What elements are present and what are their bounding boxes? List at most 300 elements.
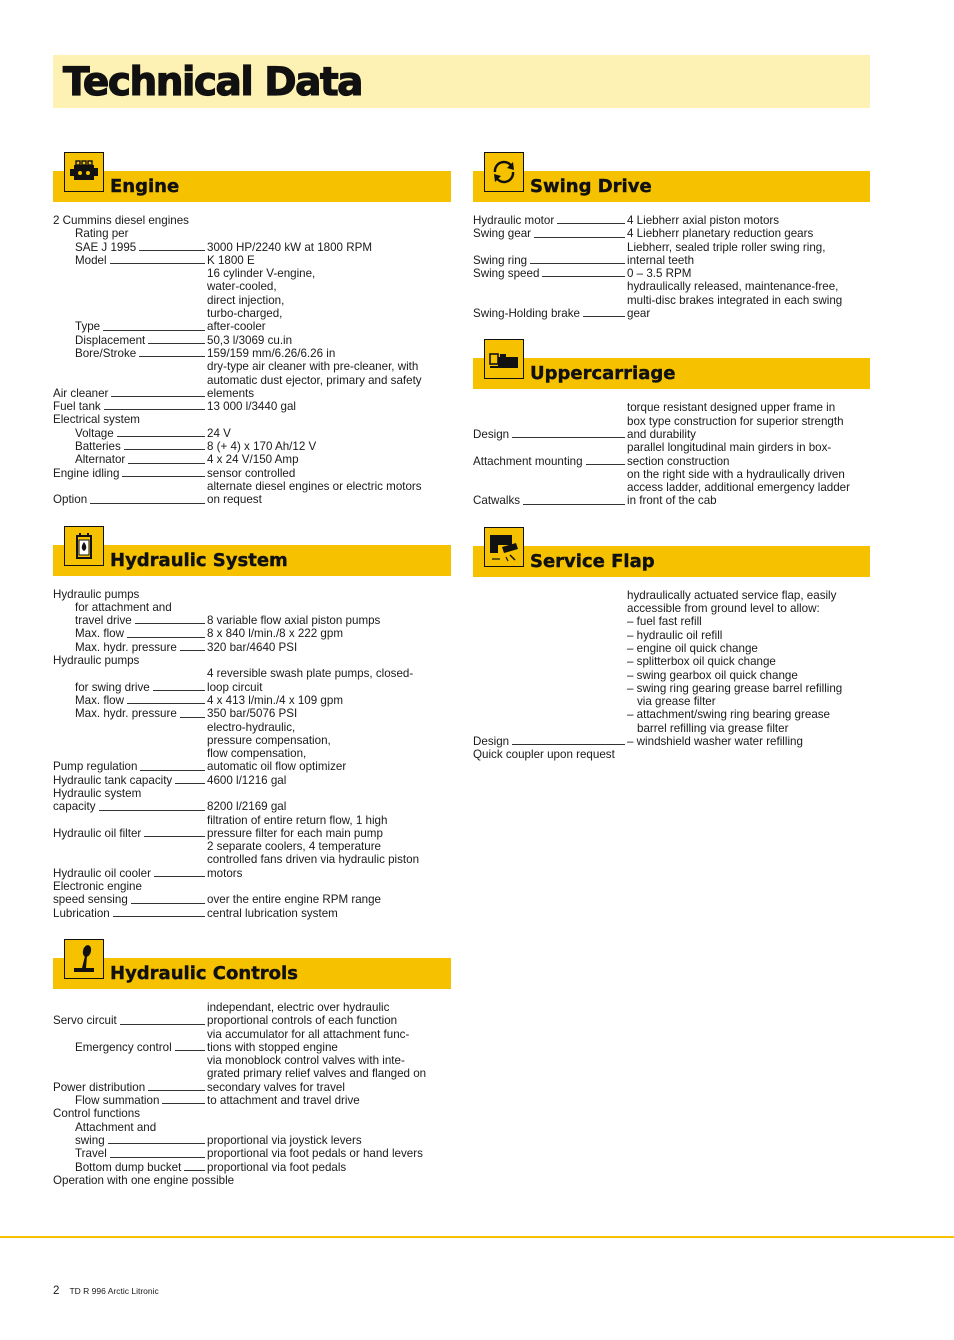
leader-line: [103, 330, 205, 331]
spec-label: [473, 227, 627, 240]
spec-label: [53, 1161, 207, 1174]
spec-row: [53, 614, 451, 627]
section-body: [473, 382, 870, 507]
spec-label: [53, 614, 207, 627]
spec-label: [473, 589, 627, 749]
spec-value-line: 350 bar/5076 PSI: [207, 707, 298, 721]
spec-value-line: – swing ring gearing grease barrel refilling: [627, 681, 843, 695]
hydraulic-tank-icon: [64, 526, 104, 566]
leader-line: [530, 263, 625, 264]
spec-label: [53, 467, 207, 480]
spec-label: [53, 907, 207, 920]
spec-value-line: direct injection,: [207, 293, 285, 307]
spec-value: [207, 721, 451, 774]
spec-label: [473, 401, 627, 441]
spec-heading: Quick coupler upon request: [473, 748, 615, 762]
spec-label: [53, 1028, 207, 1055]
spec-label-text: Bottom dump bucket: [75, 1160, 182, 1174]
page-number: 2: [53, 1285, 60, 1297]
section-body: [473, 195, 870, 320]
spec-label: [53, 267, 207, 333]
spec-row: [473, 589, 870, 749]
spec-label-text: Max. flow: [75, 693, 124, 707]
spec-row: [53, 707, 451, 720]
spec-value-line: 8 (+ 4) x 170 Ah/12 V: [207, 440, 317, 454]
spec-value: [207, 800, 451, 813]
spec-value-line: via monoblock control valves with inte-: [207, 1054, 405, 1068]
spec-row: [53, 1054, 451, 1094]
spec-value-line: via accumulator for all attachment func-: [207, 1027, 410, 1041]
spec-value-line: 8200 l/2169 gal: [207, 800, 287, 814]
spec-value-line: 320 bar/4640 PSI: [207, 640, 298, 654]
spec-label-text: Bore/Stroke: [75, 346, 137, 360]
spec-value: [207, 1001, 451, 1028]
spec-label-text: Max. flow: [75, 627, 124, 641]
leader-line: [583, 316, 625, 317]
spec-label-text: Pump regulation: [53, 760, 138, 774]
spec-label: [53, 800, 207, 813]
spec-label-text: Max. hydr. pressure: [75, 707, 177, 721]
leader-line: [104, 409, 205, 410]
spec-value-line: gear: [627, 307, 651, 321]
spec-row: [53, 840, 451, 880]
spec-value-line: sensor controlled: [207, 466, 296, 480]
spec-value-line: dry-type air cleaner with pre-cleaner, with: [207, 360, 419, 374]
spec-value-line: tions with stopped engine: [207, 1040, 338, 1054]
spec-value-line: proportional via foot pedals: [207, 1160, 347, 1174]
spec-value: [207, 627, 451, 640]
spec-value: [207, 254, 451, 267]
leader-line: [108, 1143, 205, 1144]
section-title: Service Flap: [530, 550, 655, 572]
spec-label-text: Hydraulic oil filter: [53, 826, 142, 840]
section-header: [53, 152, 451, 197]
spec-label: [53, 400, 207, 413]
leader-line: [122, 476, 205, 477]
spec-value: [207, 347, 451, 360]
spec-value: [207, 1147, 451, 1160]
spec-label: [473, 468, 627, 508]
spec-label: [53, 1094, 207, 1107]
spec-label: [53, 480, 207, 507]
section-header: [53, 526, 451, 571]
spec-row: [53, 814, 451, 841]
spec-label: [473, 280, 627, 320]
spec-value-line: 8 variable flow axial piston pumps: [207, 614, 381, 628]
spec-value-line: filtration of entire return flow, 1 high: [207, 813, 388, 827]
spec-row: [53, 467, 451, 480]
spec-label-text: Catwalks: [473, 494, 521, 508]
spec-label-text: Travel: [75, 1147, 107, 1161]
spec-value: [207, 241, 451, 254]
spec-row: [53, 893, 451, 906]
leader-line: [557, 223, 625, 224]
section-uppercarriage: [473, 339, 870, 507]
leader-line: [148, 1090, 205, 1091]
spec-value: [207, 1028, 451, 1055]
spec-label: [53, 427, 207, 440]
spec-label-text: Alternator: [75, 453, 126, 467]
spec-value-line: hydraulically actuated service flap, easily: [627, 588, 837, 602]
spec-value-line: 0 – 3.5 RPM: [627, 267, 692, 281]
spec-value: [207, 467, 451, 480]
spec-value: [207, 360, 451, 400]
leader-line: [175, 1050, 205, 1051]
section-title: Hydraulic Controls: [110, 962, 298, 984]
spec-value-line: Liebherr, sealed triple roller swing ring,: [627, 240, 826, 254]
spec-row: [53, 1161, 451, 1174]
section-body: [53, 982, 451, 1187]
leader-line: [117, 436, 205, 437]
spec-value-line: multi-disc brakes integrated in each swing: [627, 293, 843, 307]
leader-line: [175, 783, 205, 784]
spec-value: [207, 641, 451, 654]
spec-heading: Hydraulic pumps: [53, 654, 140, 668]
spec-value: [627, 267, 870, 280]
leader-line: [140, 770, 205, 771]
spec-value-line: turbo-charged,: [207, 307, 283, 321]
spec-row: [53, 1134, 451, 1147]
swing-arrows-icon: [484, 152, 524, 192]
service-flap-icon: [484, 527, 524, 567]
footer-divider: [0, 1236, 954, 1238]
page-title: Technical Data: [63, 60, 362, 105]
spec-label-text: Air cleaner: [53, 386, 109, 400]
document-name: TD R 996 Arctic Litronic: [69, 1286, 159, 1296]
section-title: Hydraulic System: [110, 549, 288, 571]
spec-value-line: on request: [207, 493, 262, 507]
spec-value-line: flow compensation,: [207, 747, 307, 761]
spec-value-line: – engine oil quick change: [627, 641, 758, 655]
section-hydraulic-system: [53, 526, 451, 920]
spec-value: [207, 694, 451, 707]
spec-label: [53, 1001, 207, 1028]
spec-label: [53, 627, 207, 640]
spec-row: [53, 453, 451, 466]
spec-label: [473, 441, 627, 468]
leader-line: [110, 1157, 205, 1158]
spec-value-line: K 1800 E: [207, 253, 255, 267]
spec-value: [207, 814, 451, 841]
spec-row: [53, 627, 451, 640]
spec-row: [53, 1001, 451, 1028]
joystick-icon: [64, 939, 104, 979]
spec-label-text: Batteries: [75, 440, 121, 454]
leader-line: [154, 876, 205, 877]
spec-row: [53, 800, 451, 813]
spec-label-text: Design: [473, 427, 510, 441]
spec-row: [53, 1094, 451, 1107]
spec-row: [53, 774, 451, 787]
spec-value: [207, 907, 451, 920]
spec-label-text: Option: [53, 493, 88, 507]
leader-line: [184, 1170, 205, 1171]
spec-value: [207, 334, 451, 347]
left-column: [53, 133, 451, 1187]
spec-label: [53, 241, 207, 254]
spec-label: [53, 1147, 207, 1160]
section-body: [473, 570, 870, 762]
section-body: [53, 195, 451, 507]
spec-value: [627, 227, 870, 240]
spec-row: [473, 280, 870, 320]
spec-row: [473, 214, 870, 227]
section-header: [473, 339, 870, 385]
spec-label-text: Displacement: [75, 333, 146, 347]
spec-value-line: access ladder, additional emergency ladder: [627, 481, 850, 495]
spec-label: [53, 694, 207, 707]
leader-line: [127, 637, 205, 638]
spec-value-line: – attachment/swing ring bearing grease: [627, 708, 831, 722]
spec-row: [53, 667, 451, 694]
spec-value: [207, 400, 451, 413]
spec-value-line: proportional via foot pedals or hand levers: [207, 1147, 423, 1161]
spec-label: [53, 347, 207, 360]
leader-line: [99, 810, 205, 811]
section-header: [473, 527, 870, 572]
spec-value-line: section construction: [627, 454, 730, 468]
spec-row: [53, 427, 451, 440]
leader-line: [523, 504, 625, 505]
spec-label: [53, 893, 207, 906]
spec-heading: Rating per: [75, 227, 129, 241]
spec-value-line: on the right side with a hydraulically driven: [627, 467, 845, 481]
section-hydraulic-controls: [53, 939, 451, 1187]
spec-label: [53, 814, 207, 841]
spec-label-text: Hydraulic oil cooler: [53, 866, 151, 880]
spec-value-line: hydraulically released, maintenance-free,: [627, 280, 839, 294]
spec-value-line: internal teeth: [627, 253, 695, 267]
spec-row: [53, 267, 451, 333]
leader-line: [180, 650, 205, 651]
spec-label-text: Swing speed: [473, 267, 540, 281]
spec-value-line: 13 000 l/3440 gal: [207, 400, 296, 414]
spec-heading: 2 Cummins diesel engines: [53, 214, 189, 227]
spec-value-line: 8 x 840 l/min./8 x 222 gpm: [207, 627, 343, 641]
leader-line: [542, 276, 625, 277]
spec-value-line: automatic dust ejector, primary and safety: [207, 373, 422, 387]
spec-label: [53, 721, 207, 774]
spec-value-line: – splitterbox oil quick change: [627, 655, 776, 669]
spec-heading: Operation with one engine possible: [53, 1173, 235, 1187]
spec-label-text: Max. hydr. pressure: [75, 640, 177, 654]
leader-line: [135, 623, 205, 624]
spec-value-line: 16 cylinder V-engine,: [207, 267, 316, 281]
spec-value-line: – swing gearbox oil quick change: [627, 668, 798, 682]
spec-value-line: 2 separate coolers, 4 temperature: [207, 840, 382, 854]
spec-label: [53, 1054, 207, 1094]
spec-row: [53, 907, 451, 920]
section-body: [53, 569, 451, 920]
spec-value-line: parallel longitudinal main girders in box-: [627, 441, 832, 455]
spec-value: [207, 1161, 451, 1174]
spec-value-line: and durability: [627, 427, 696, 441]
spec-value-line: secondary valves for travel: [207, 1080, 345, 1094]
leader-line: [162, 1103, 205, 1104]
spec-row: [53, 480, 451, 507]
leader-line: [512, 744, 625, 745]
spec-value-line: to attachment and travel drive: [207, 1094, 360, 1108]
spec-value: [627, 401, 870, 441]
section-header: [473, 152, 870, 197]
spec-label: [53, 360, 207, 400]
spec-row: [473, 441, 870, 468]
leader-line: [586, 464, 625, 465]
spec-value-line: – windshield washer water refilling: [627, 735, 803, 749]
spec-value-line: elements: [207, 386, 255, 400]
spec-label-text: for swing drive: [75, 680, 150, 694]
spec-value: [627, 468, 870, 508]
section-title: Swing Drive: [530, 176, 652, 197]
spec-row: [473, 241, 870, 268]
spec-value-line: alternate diesel engines or electric motors: [207, 479, 422, 493]
leader-line: [148, 343, 205, 344]
spec-row: [53, 400, 451, 413]
spec-row: [53, 360, 451, 400]
section-engine: [53, 152, 451, 507]
spec-value: [207, 893, 451, 906]
spec-label: [473, 241, 627, 268]
engine-icon: [64, 152, 104, 192]
leader-line: [124, 449, 205, 450]
leader-line: [113, 916, 205, 917]
spec-value-line: pressure compensation,: [207, 733, 331, 747]
spec-value: [207, 667, 451, 694]
spec-value-line: – hydraulic oil refill: [627, 628, 723, 642]
footer: [53, 1285, 159, 1298]
spec-value-line: automatic oil flow optimizer: [207, 760, 347, 774]
spec-value-line: 4 Liebherr planetary reduction gears: [627, 227, 814, 241]
right-column: [473, 133, 870, 762]
leader-line: [180, 717, 205, 718]
spec-value-line: motors: [207, 866, 243, 880]
spec-label: [53, 254, 207, 267]
spec-label-text: Flow summation: [75, 1094, 160, 1108]
spec-label: [473, 214, 627, 227]
title-band: [53, 55, 870, 108]
leader-line: [139, 250, 205, 251]
spec-value: [207, 427, 451, 440]
spec-value: [207, 1134, 451, 1147]
spec-label: [53, 641, 207, 654]
spec-label-text: Servo circuit: [53, 1014, 117, 1028]
spec-value: [207, 1054, 451, 1094]
spec-label: [53, 667, 207, 694]
leader-line: [144, 836, 205, 837]
spec-label-text: Power distribution: [53, 1080, 146, 1094]
leader-line: [512, 437, 625, 438]
spec-value: [627, 441, 870, 468]
spec-value-line: – fuel fast refill: [627, 615, 702, 629]
spec-label-text: Fuel tank: [53, 400, 101, 414]
section-header: [53, 939, 451, 984]
spec-label-text: swing: [75, 1133, 105, 1147]
spec-label: [53, 840, 207, 880]
spec-label-text: Hydraulic motor: [473, 214, 555, 227]
spec-value-line: proportional via joystick levers: [207, 1133, 362, 1147]
spec-row: [53, 721, 451, 774]
leader-line: [139, 356, 205, 357]
spec-value-line: 4600 l/1216 gal: [207, 773, 287, 787]
spec-label-text: Swing gear: [473, 227, 532, 241]
spec-row: [53, 254, 451, 267]
spec-label-text: Lubrication: [53, 906, 110, 920]
spec-value: [207, 774, 451, 787]
spec-value: [627, 214, 870, 227]
leader-line: [128, 463, 205, 464]
spec-row: [53, 1147, 451, 1160]
leader-line: [111, 396, 205, 397]
spec-row: [53, 641, 451, 654]
spec-row: [473, 468, 870, 508]
spec-value: [207, 614, 451, 627]
spec-value-line: box type construction for superior strength: [627, 414, 844, 428]
spec-heading: Hydraulic system: [53, 786, 142, 800]
spec-row: [473, 267, 870, 280]
spec-value-line: 50,3 l/3069 cu.in: [207, 333, 293, 347]
spec-value-line: controlled fans driven via hydraulic piston: [207, 853, 420, 867]
spec-label-text: Engine idling: [53, 466, 120, 480]
spec-label-text: Swing ring: [473, 253, 528, 267]
spec-value-line: 4 Liebherr axial piston motors: [627, 214, 780, 227]
leader-line: [534, 237, 625, 238]
spec-label: [53, 774, 207, 787]
spec-row: [53, 1028, 451, 1055]
spec-value-line: grated primary relief valves and flanged on: [207, 1067, 427, 1081]
spec-label-text: Design: [473, 735, 510, 749]
spec-value-line: loop circuit: [207, 680, 263, 694]
spec-value-line: independant, electric over hydraulic: [207, 1000, 390, 1014]
leader-line: [90, 503, 205, 504]
spec-heading: Electrical system: [53, 413, 140, 427]
spec-value-line: accessible from ground level to allow:: [627, 602, 820, 616]
spec-label-text: Voltage: [75, 426, 114, 440]
spec-value-line: 3000 HP/2240 kW at 1800 RPM: [207, 240, 372, 254]
spec-row: [53, 241, 451, 254]
spec-value-line: 24 V: [207, 426, 231, 440]
section-title: Engine: [110, 176, 180, 197]
spec-value: [207, 707, 451, 720]
spec-value: [627, 280, 870, 320]
spec-value-line: water-cooled,: [207, 280, 277, 294]
spec-label-text: Type: [75, 320, 101, 334]
uppercarriage-icon: [484, 339, 524, 379]
spec-label-text: speed sensing: [53, 893, 128, 907]
spec-value-line: electro-hydraulic,: [207, 720, 296, 734]
spec-row: [473, 401, 870, 441]
spec-value-line: 4 reversible swash plate pumps, closed-: [207, 667, 414, 681]
spec-value-line: proportional controls of each function: [207, 1014, 398, 1028]
spec-label-text: capacity: [53, 800, 96, 814]
spec-label: [53, 453, 207, 466]
spec-value-line: central lubrication system: [207, 906, 338, 920]
spec-label: [53, 1134, 207, 1147]
leader-line: [153, 690, 205, 691]
spec-heading: Control functions: [53, 1107, 140, 1121]
spec-value: [207, 453, 451, 466]
spec-value: [207, 267, 451, 333]
spec-value-line: 4 x 413 l/min./4 x 109 gpm: [207, 693, 343, 707]
spec-value: [207, 440, 451, 453]
spec-label: [473, 267, 627, 280]
spec-value-line: 159/159 mm/6.26/6.26 in: [207, 346, 336, 360]
spec-label-text: Hydraulic tank capacity: [53, 773, 173, 787]
spec-value: [207, 840, 451, 880]
section-service-flap: [473, 527, 870, 762]
leader-line: [131, 903, 205, 904]
spec-value: [207, 480, 451, 507]
spec-value-line: in front of the cab: [627, 494, 717, 508]
